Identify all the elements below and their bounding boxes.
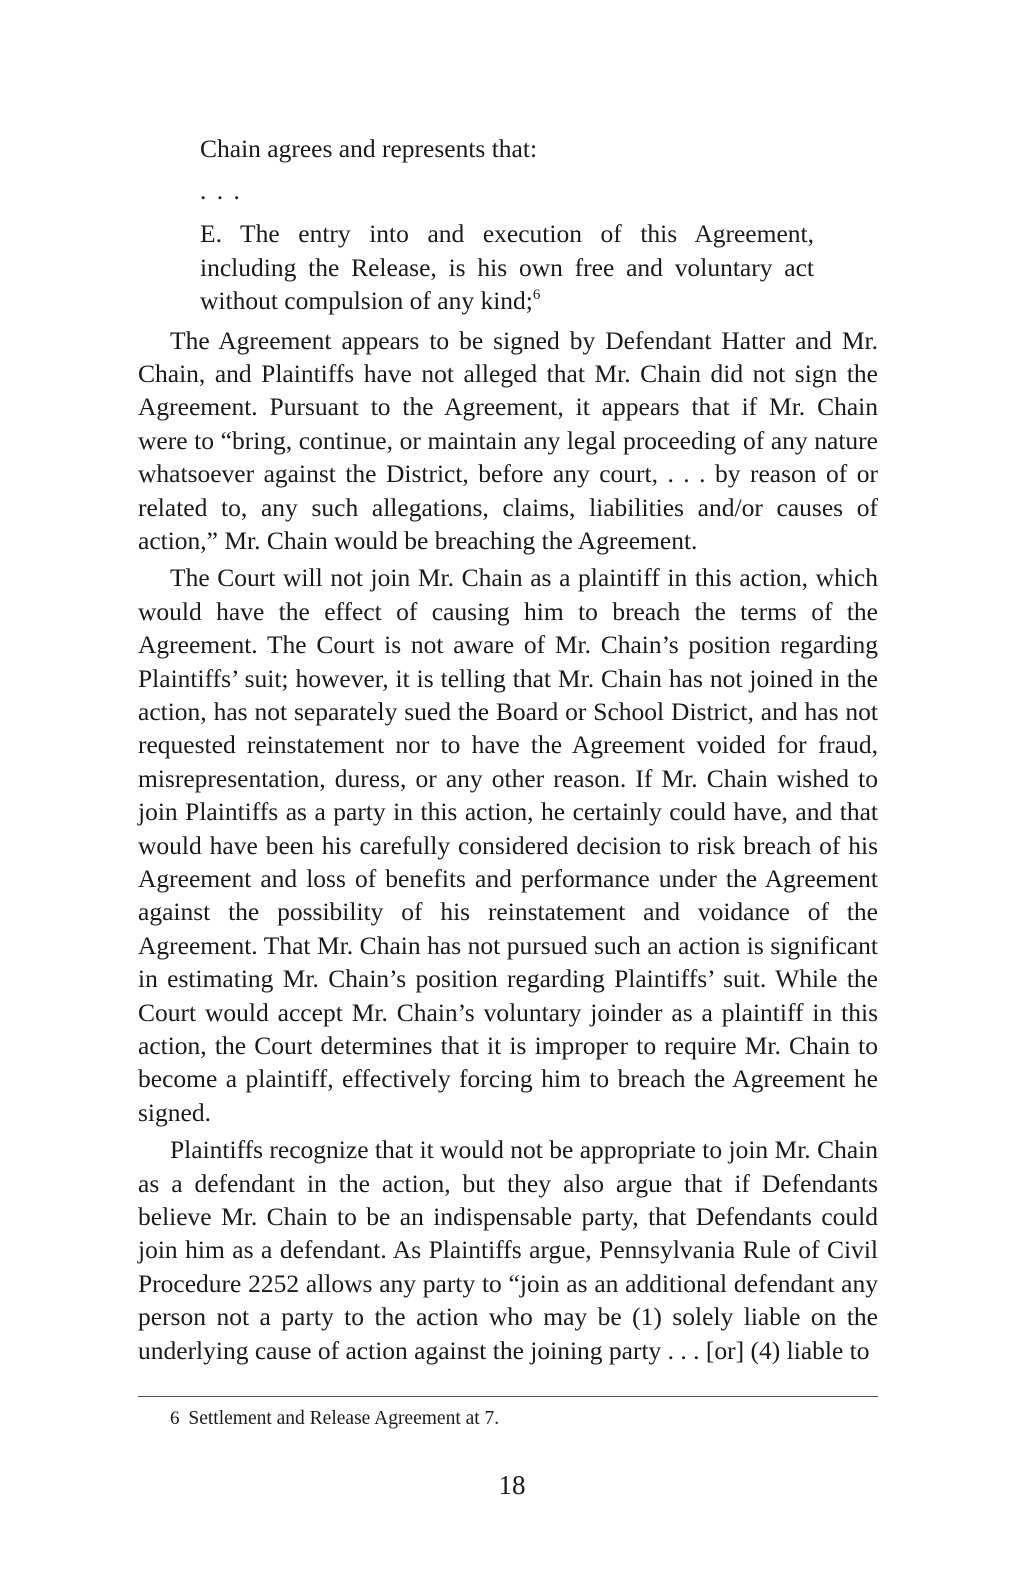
block-quote xyxy=(200,132,814,318)
paragraph-2: The Court will not join Mr. Chain as a plaintiff in this action, which would have the effect of causing him to breach the terms of the Agreement. The Court is not aware of Mr. Chain’s position regarding Plaintiffs’ suit; however, it is telling that Mr. Chain has not joined in the action, has not separately sued the Board or School District, and has not requested reinstatement nor to have the Agreement voided for fraud, misrepresentation, duress, or any other reason. If Mr. Chain wished to join Plaintiffs as a party in this action, he certainly could have, and that would have been his carefully considered decision to risk breach of his Agreement and loss of benefits and performance under the Agreement against the possibility of his reinstatement and voidance of the Agreement. That Mr. Chain has not pursued such an action is significant in estimating Mr. Chain’s position regarding Plaintiffs’ suit. While the Court would accept Mr. Chain’s voluntary joinder as a plaintiff in this action, the Court determines that it is improper to require Mr. Chain to become a plaintiff, effectively forcing him to breach the Agreement he signed. xyxy=(138,563,878,1127)
quote-item-e xyxy=(200,217,814,318)
quote-intro: Chain agrees and represents that: xyxy=(200,134,538,163)
footnote-divider xyxy=(138,1396,878,1397)
footnote-text: Settlement and Release Agreement at 7. xyxy=(188,1408,500,1429)
paragraph-3: Plaintiffs recognize that it would not be appropriate to join Mr. Chain as a defendant in the action, but they also argue that if Defendants believe Mr. Chain to be an indispensable party, that Defendants could join him as a defendant. As Plaintiffs argue, Pennsylvania Rule of Civil Procedure 2252 allows any party to “join as an additional defendant any person not a party to the action who may be (1) solely liable on the underlying cause of action against the joining party . . . [or] (4) liable to xyxy=(138,1135,878,1365)
body-text xyxy=(138,324,878,1368)
footnote xyxy=(170,1406,499,1432)
footnote-reference: 6 xyxy=(532,287,541,303)
quote-item-text: E. The entry into and execution of this Agreement, including the Release, is his own free and voluntary act without compulsion of any kind; xyxy=(200,219,814,315)
quote-ellipsis: . . . xyxy=(200,175,242,205)
footnote-number: 6 xyxy=(170,1408,180,1429)
paragraph-1: The Agreement appears to be signed by Defendant Hatter and Mr. Chain, and Plaintiffs have not alleged that Mr. Chain did not sign the Agreement. Pursuant to the Agreement, it appears that if Mr. Chain were to “bring, continue, or maintain any legal proceeding of any nature whatsoever against the District, before any court, . . . by reason of or related to, any such allegations, claims, liabilities and/or causes of action,” Mr. Chain would be breaching the Agreement. xyxy=(138,325,878,555)
page-body xyxy=(138,132,878,1371)
page-number: 18 xyxy=(498,1470,526,1500)
